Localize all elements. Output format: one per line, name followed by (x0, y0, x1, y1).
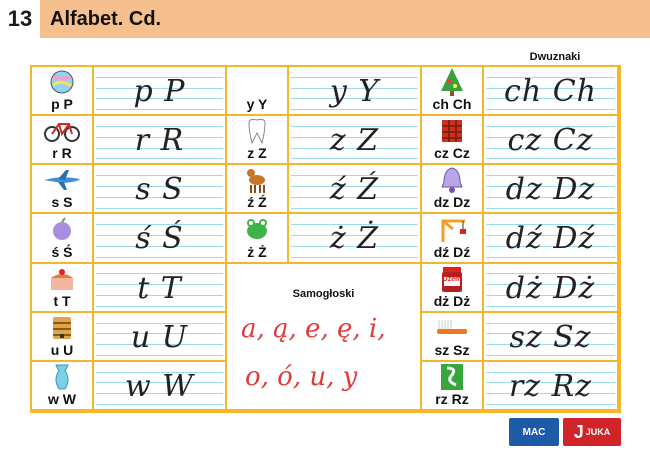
fawn-icon (245, 165, 269, 195)
chocolate-icon (440, 116, 464, 146)
cake-icon (48, 264, 76, 294)
digraph-picture-cell (422, 264, 484, 313)
vowels-title: Samogłoski (292, 287, 355, 300)
handwriting-sample: ź Ź (329, 172, 380, 208)
letter-label: cz Cz (434, 145, 470, 162)
digraph-picture-cell (422, 67, 484, 116)
mac-logo-text: MAC (522, 426, 546, 438)
digraph-picture-cell (422, 313, 484, 362)
digraph-writing-cell (484, 67, 619, 116)
digraph-writing-cell (484, 362, 619, 411)
handwriting-sample: t T (137, 270, 182, 306)
letter-writing-cell (94, 67, 227, 116)
snake-icon (440, 362, 464, 392)
letter-label: ch Ch (432, 96, 472, 113)
letter-label: dż Dż (433, 292, 471, 309)
handwriting-sample: p P (133, 74, 186, 110)
letter-writing-cell (94, 264, 227, 313)
airplane-icon (42, 165, 82, 195)
handwriting-sample: ż Ż (329, 221, 380, 257)
digraph-picture-cell (422, 362, 484, 411)
digraph-title: Dwuznaki (529, 51, 581, 63)
beehive-icon (49, 313, 75, 343)
letter-label: ź Ź (247, 194, 267, 211)
vowels-row: a, ą, e, ę, i, (241, 313, 386, 344)
crane-icon (437, 214, 467, 244)
letter-writing-cell (94, 165, 227, 214)
vase-icon (51, 362, 73, 392)
letter-label: dź Dź (433, 243, 471, 260)
letter-writing-cell (289, 116, 422, 165)
letter-label: rz Rz (435, 390, 469, 407)
letter-picture-cell (227, 165, 289, 214)
handwriting-sample: dż Dż (505, 270, 596, 306)
tooth-icon (246, 116, 268, 146)
page-number: 13 (0, 0, 40, 38)
letter-writing-cell (289, 165, 422, 214)
handwriting-sample: z Z (329, 123, 380, 159)
handwriting-sample: u U (130, 319, 189, 355)
handwriting-sample: r R (134, 123, 185, 159)
letter-picture-cell (32, 67, 94, 116)
letter-writing-cell (289, 214, 422, 263)
letter-label: z Z (247, 145, 267, 162)
letter-label: p P (51, 96, 73, 113)
handwriting-sample: sz Sz (509, 319, 592, 355)
alphabet-board (30, 65, 621, 413)
letter-picture-cell (32, 264, 94, 313)
letter-writing-cell (94, 362, 227, 411)
letter-picture-cell (227, 67, 289, 116)
letter-label: u U (50, 341, 74, 358)
digraph-writing-cell (484, 165, 619, 214)
jam-jar-icon (439, 264, 465, 294)
digraph-picture-cell (422, 214, 484, 263)
handwriting-sample: ch Ch (504, 74, 597, 110)
letter-label: y Y (246, 96, 268, 113)
letter-picture-cell (227, 116, 289, 165)
bicycle-icon (44, 116, 80, 146)
letter-label: t T (53, 292, 71, 309)
letter-picture-cell (32, 214, 94, 263)
handwriting-sample: ś Ś (135, 221, 184, 257)
letter-picture-cell (32, 362, 94, 411)
digraph-picture-cell (422, 165, 484, 214)
jar-label: Dżem (442, 275, 462, 283)
bell-icon (439, 165, 465, 195)
page-header (0, 0, 650, 38)
vowels-row: o, ó, u, y (245, 361, 358, 392)
vowels-box (227, 264, 422, 411)
letter-label: dz Dz (433, 194, 471, 211)
page-title: Alfabet. Cd. (50, 7, 162, 30)
christmas-tree-icon (439, 67, 465, 97)
digraph-writing-cell (484, 264, 619, 313)
juka-logo-mark: J (573, 421, 584, 442)
digraph-writing-cell (484, 313, 619, 362)
digraph-picture-cell (422, 116, 484, 165)
letter-writing-cell (94, 313, 227, 362)
handwriting-sample: s S (135, 172, 184, 208)
letter-picture-cell (32, 165, 94, 214)
letter-label: sz Sz (434, 341, 470, 358)
letter-picture-cell (32, 313, 94, 362)
juka-logo-text: JUKA (585, 427, 611, 437)
letter-picture-cell (227, 214, 289, 263)
letter-label: ż Ż (247, 243, 267, 260)
mac-logo (509, 418, 559, 446)
digraph-writing-cell (484, 214, 619, 263)
letter-writing-cell (94, 116, 227, 165)
handwriting-sample: cz Cz (507, 123, 594, 159)
handwriting-sample: w W (124, 368, 195, 404)
frog-icon (242, 214, 272, 244)
letter-picture-cell (32, 116, 94, 165)
handwriting-sample: rz Rz (508, 368, 593, 404)
letter-writing-cell (289, 67, 422, 116)
handwriting-sample: dź Dź (505, 221, 596, 257)
handwriting-sample: y Y (329, 74, 380, 110)
letter-label: s S (51, 194, 73, 211)
letter-label: w W (48, 390, 76, 407)
letter-label: r R (52, 145, 72, 162)
juka-logo (563, 418, 621, 446)
ball-icon (49, 67, 75, 97)
letter-writing-cell (94, 214, 227, 263)
handwriting-sample: dz Dz (505, 172, 596, 208)
digraph-writing-cell (484, 116, 619, 165)
plum-icon (50, 214, 74, 244)
toothbrush-icon (435, 313, 469, 343)
letter-label: ś Ś (51, 243, 73, 260)
